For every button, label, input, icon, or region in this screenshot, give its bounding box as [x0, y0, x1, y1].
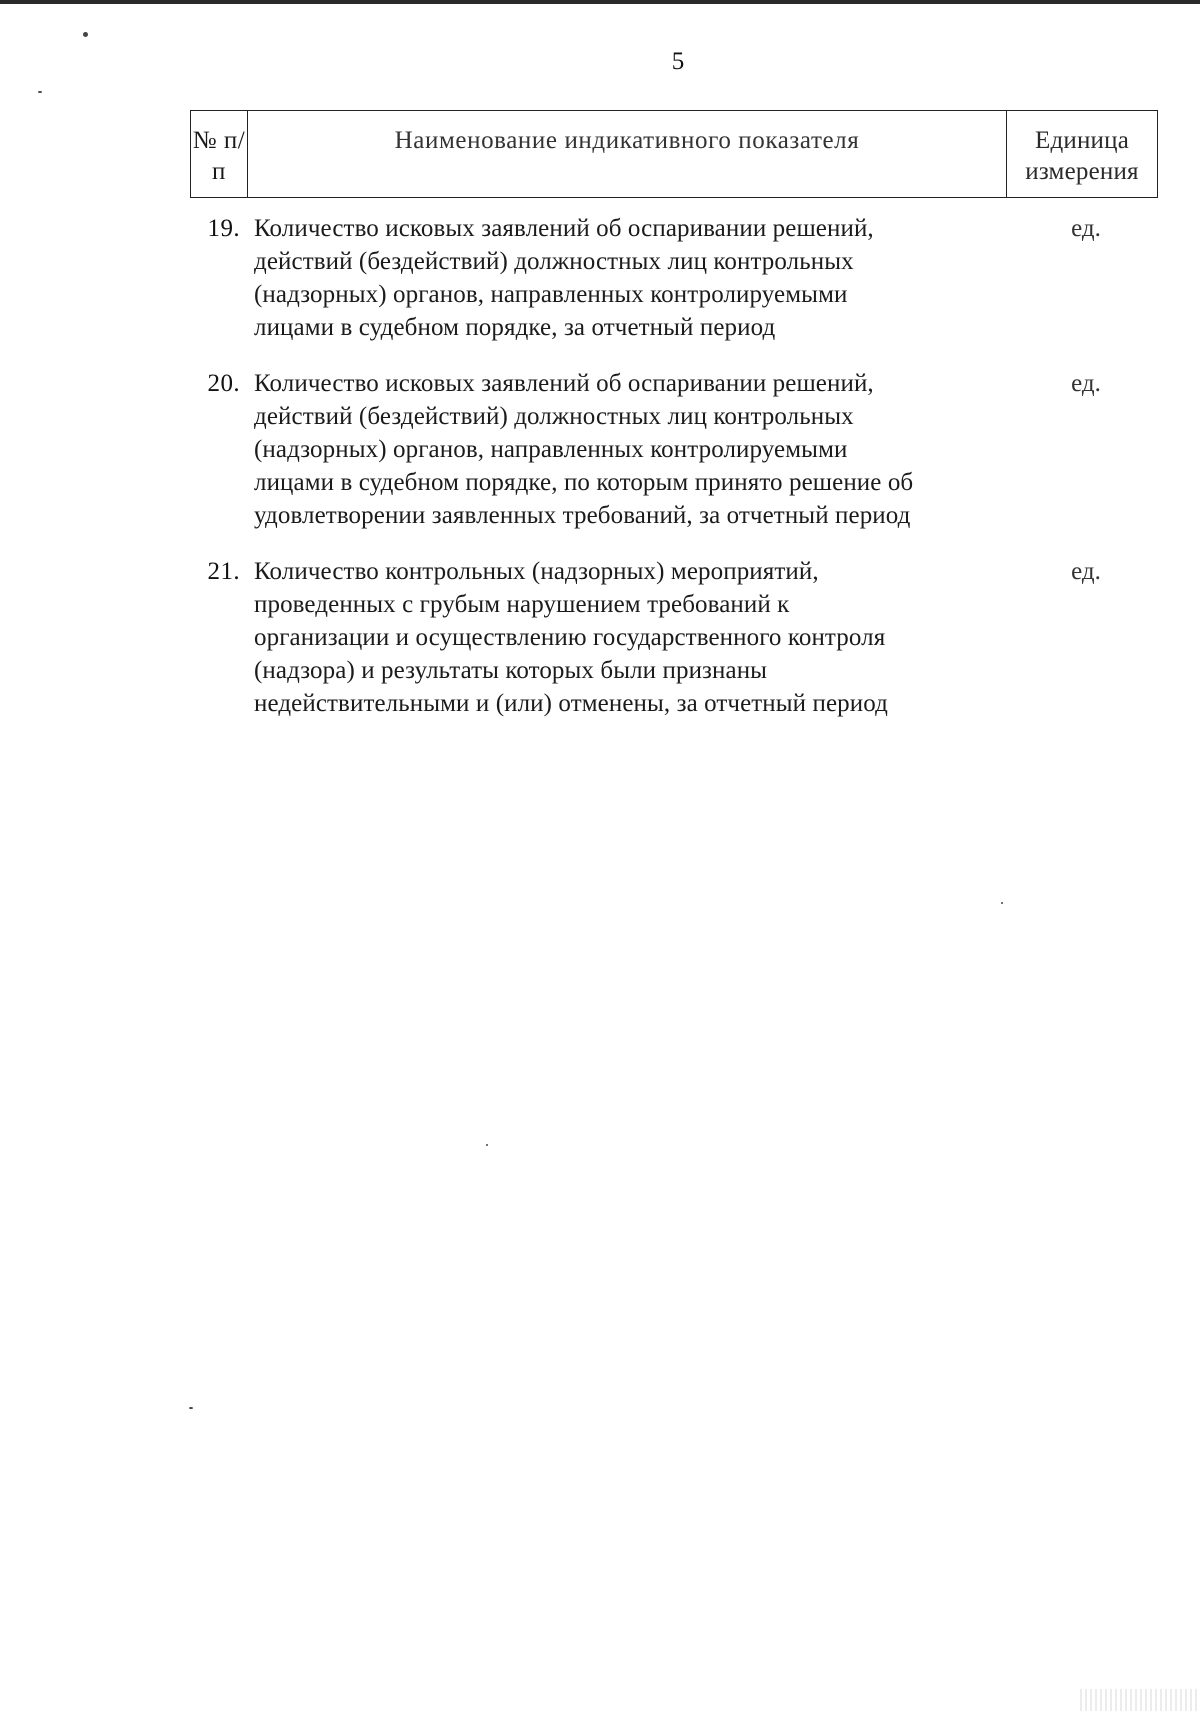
row-number: 21.: [207, 558, 240, 585]
row-text-line: Количество исковых заявлений об оспаривании решений,: [254, 215, 874, 242]
table-row: [190, 367, 1158, 532]
indicator-rows: [190, 212, 1158, 743]
scan-speck: [189, 1407, 193, 1409]
row-number: 20.: [207, 370, 240, 397]
row-text-line: Количество исковых заявлений об оспаривании решений,: [254, 370, 874, 397]
row-text-line: действий (бездействий) должностных лиц контрольных: [254, 248, 854, 275]
row-text-line: действий (бездействий) должностных лиц контрольных: [254, 403, 854, 430]
page-number: 5: [671, 48, 685, 75]
table-header: [190, 110, 1158, 198]
row-text-line: Количество контрольных (надзорных) мероприятий,: [254, 558, 819, 585]
row-text-line: организации и осуществлению государственного контроля: [254, 624, 886, 651]
table-row: [190, 212, 1158, 344]
row-indicator-text: [254, 367, 1014, 532]
row-text-line: (надзора) и результаты которых были признаны: [254, 657, 768, 684]
scan-speck: [83, 32, 88, 37]
header-number-column: № п/п: [191, 111, 248, 197]
row-text-line: (надзорных) органов, направленных контролируемыми: [254, 281, 848, 308]
row-text-line: лицами в судебном порядке, по которым принято решение об: [254, 469, 914, 496]
row-text-line: (надзорных) органов, направленных контролируемыми: [254, 436, 848, 463]
row-text-line: удовлетворении заявленных требований, за отчетный период: [254, 502, 911, 529]
row-unit: ед.: [1071, 370, 1101, 397]
header-indicator-name-column: Наименование индикативного показателя: [248, 111, 1007, 197]
scan-noise: [1080, 1689, 1200, 1711]
row-number: 19.: [207, 215, 240, 242]
header-unit-column: Единица измерения: [1025, 127, 1139, 185]
scan-speck: [486, 1144, 488, 1146]
row-unit: ед.: [1071, 558, 1101, 585]
row-text-line: недействительными и (или) отменены, за отчетный период: [254, 690, 888, 717]
scan-speck: [38, 91, 42, 93]
table-row: [190, 555, 1158, 720]
row-indicator-text: [254, 212, 1014, 344]
row-text-line: лицами в судебном порядке, за отчетный период: [254, 314, 776, 341]
row-text-line: проведенных с грубым нарушением требований к: [254, 591, 790, 618]
row-unit: ед.: [1071, 215, 1101, 242]
scan-top-edge: [0, 0, 1200, 4]
row-indicator-text: [254, 555, 1014, 720]
scan-speck: [1001, 902, 1003, 904]
